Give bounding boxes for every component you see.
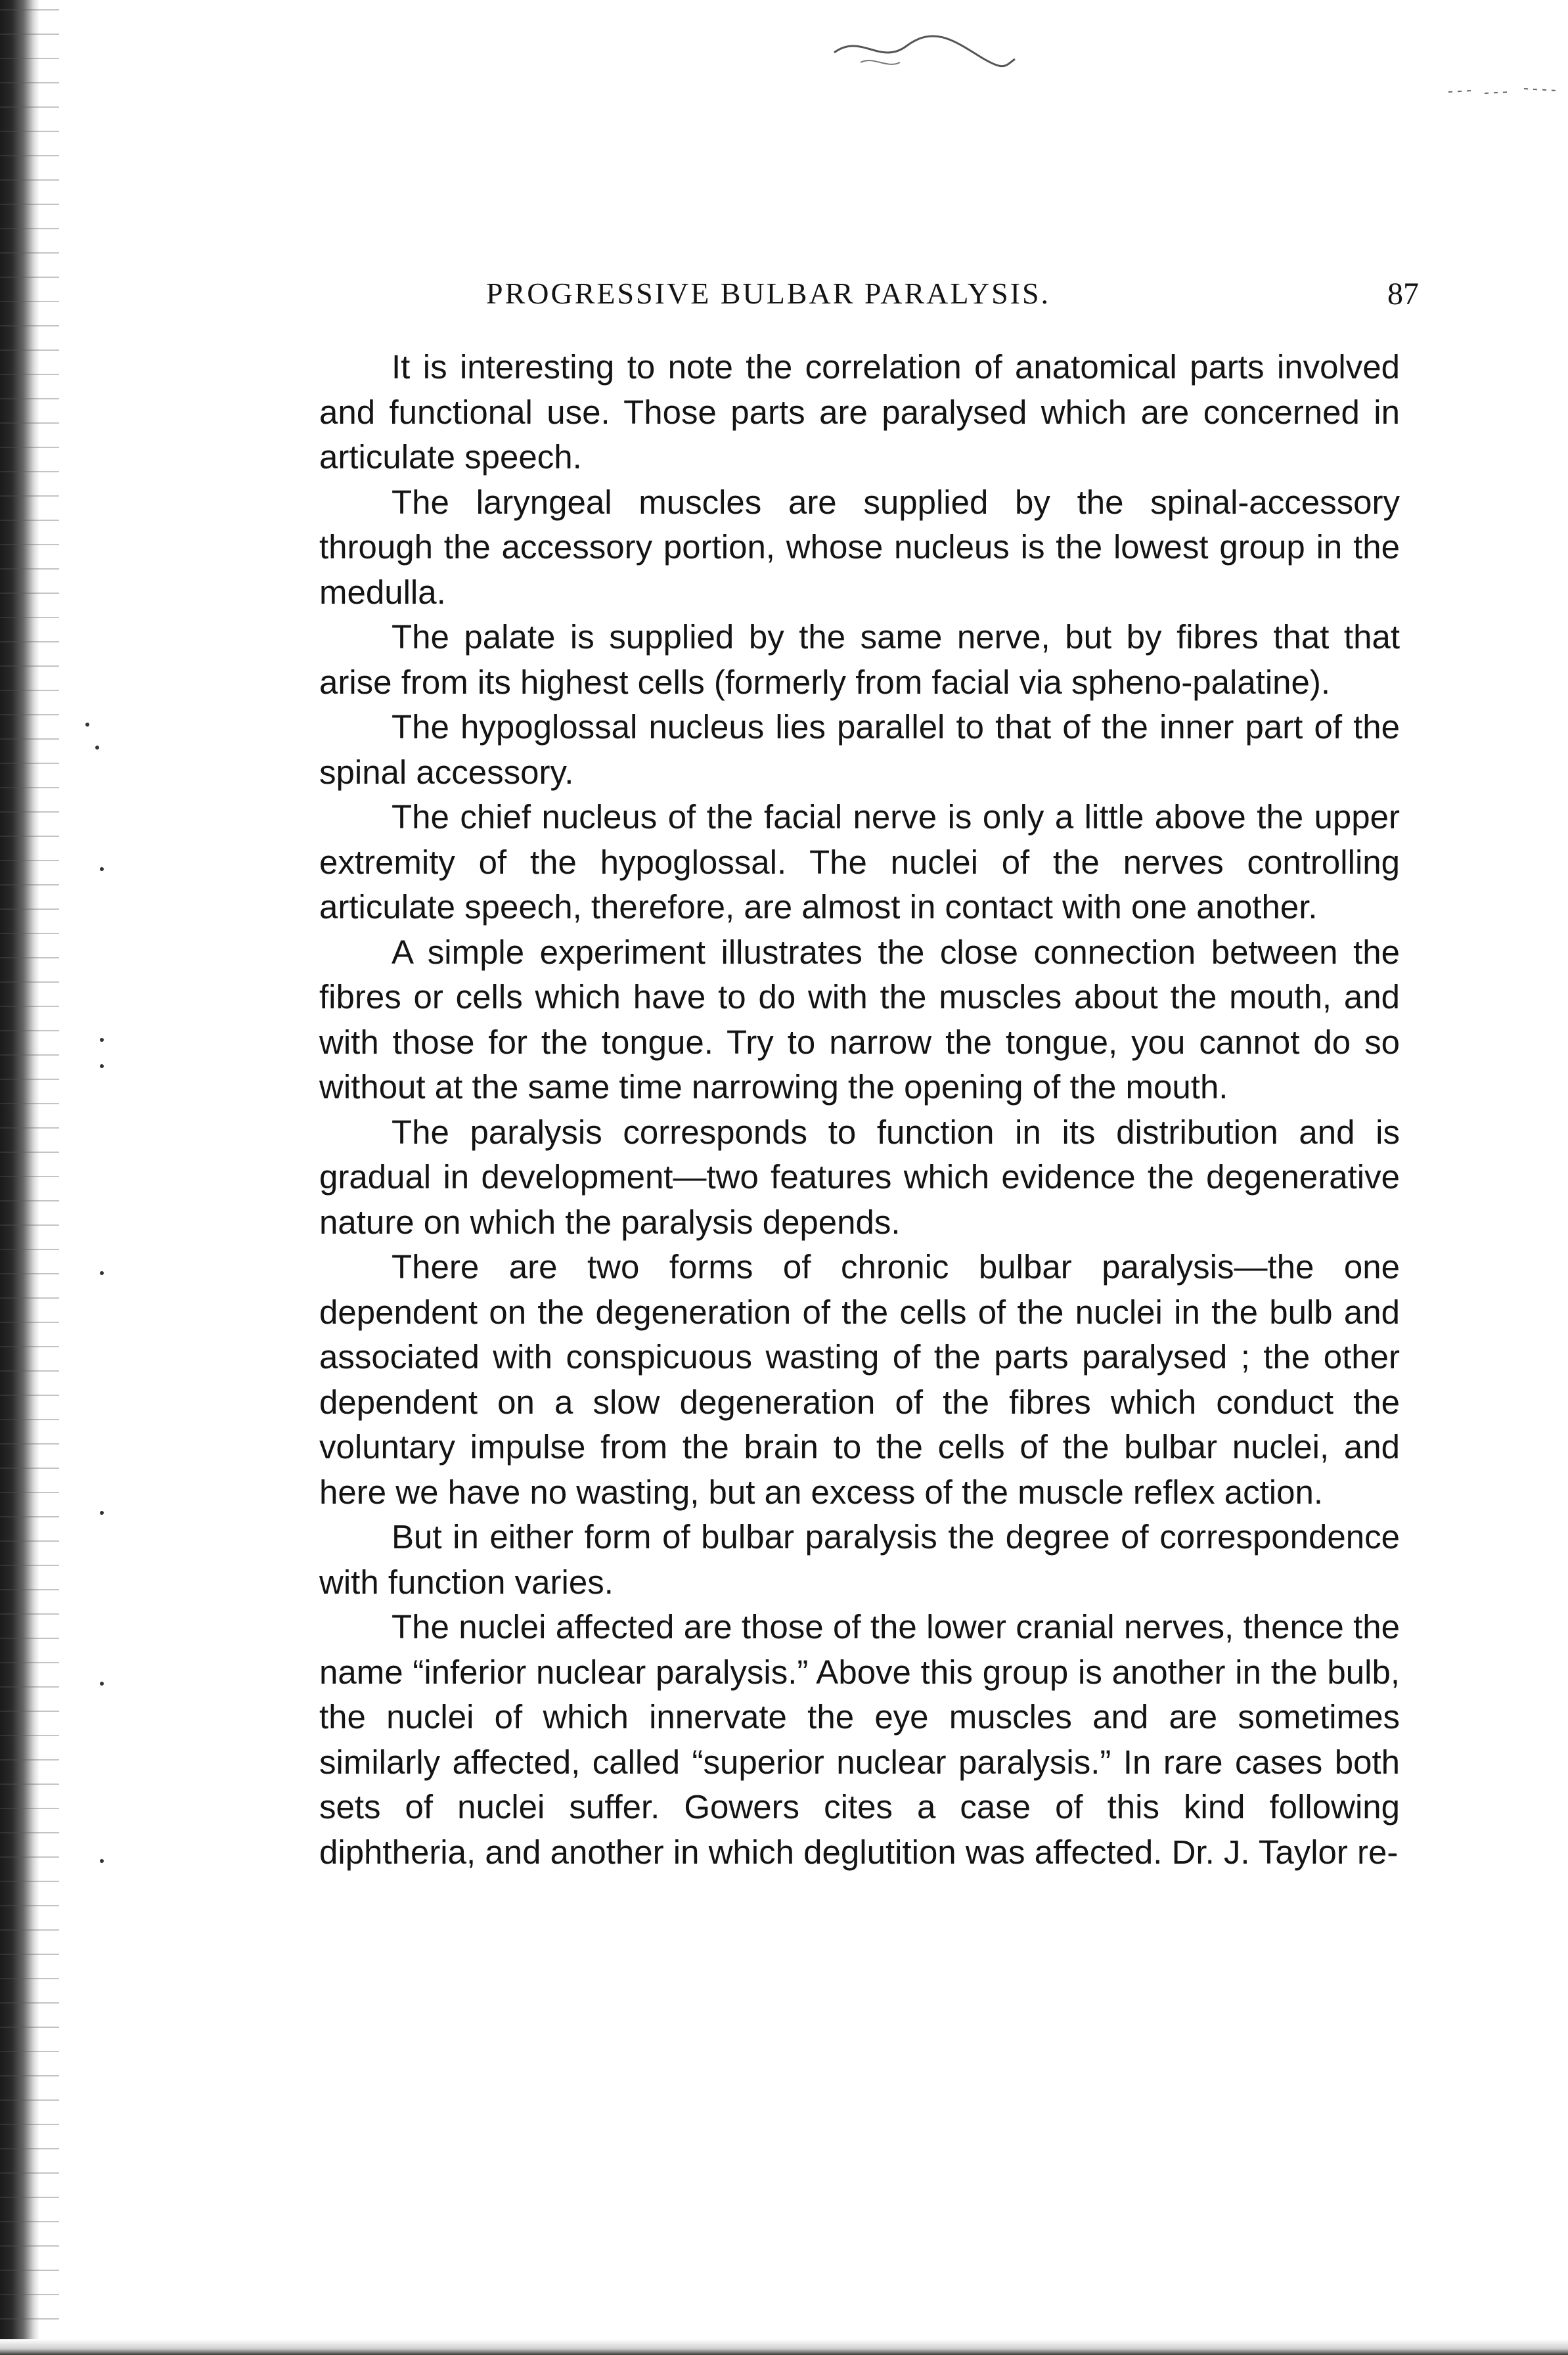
page-header (486, 276, 1419, 322)
body-text (319, 345, 1400, 1875)
ink-smudge-right (1445, 79, 1563, 105)
ink-smudge-top (821, 26, 1018, 72)
paragraph: The palate is supplied by the same nerve, but by fibres that that arise from its highest cells (formerly from facial via spheno-palatine). (319, 618, 1400, 701)
margin-specks (59, 0, 138, 2355)
paragraph: The paralysis corresponds to function in its distribution and is gradual in development—two features which evidence the degenerative nature on which the paralysis depends. (319, 1113, 1400, 1241)
paragraph: The hypoglossal nucleus lies parallel to that of the inner part of the spinal accessory. (319, 708, 1400, 791)
paragraph: It is interesting to note the correlation of anatomical parts involved and functional use. Those parts are paralysed which are concerned in articulate speech. (319, 348, 1400, 476)
page-number: 87 (1387, 277, 1419, 311)
paragraph: The nuclei affected are those of the lower cranial nerves, thence the name “inferior nuclear paralysis.” Above this group is another in the bulb, the nuclei of which innervate the eye muscles and are sometimes similarly affected, called “superior nuclear paralysis.” In rare cases both sets of nuclei suffer. Gowers cites a case of this kind following diphtheria, and another in which deglutition was affected. Dr. J. Taylor re- (319, 1608, 1400, 1871)
paragraph: But in either form of bulbar paralysis the degree of correspondence with function varies. (319, 1518, 1400, 1601)
paragraph: There are two forms of chronic bulbar paralysis—the one dependent on the degeneration of the cells of the nuclei in the bulb and associated with conspicuous wasting of the parts paralysed ; the other dependent on a slow degeneration of the fibres which conduct the voluntary impulse from the brain to the cells of the bulbar nuclei, and here we have no wasting, but an excess of the muscle reflex action. (319, 1248, 1400, 1511)
spine-speckle (0, 0, 59, 2355)
page-bottom-edge (0, 2339, 1568, 2355)
paragraph: The laryngeal muscles are supplied by the spinal-accessory through the accessory portion, whose nucleus is the lowest group in the medulla. (319, 483, 1400, 611)
paragraph: A simple experiment illustrates the close connection between the fibres or cells which have to do with the muscles about the mouth, and with those for the tongue. Try to narrow the tongue, you cannot do so without at the same time narrowing the opening of the mouth. (319, 933, 1400, 1106)
running-head: PROGRESSIVE BULBAR PARALYSIS. (486, 277, 1051, 310)
paragraph: The chief nucleus of the facial nerve is only a little above the upper extremity of the hypoglossal. The nuclei of the nerves controlling articulate speech, therefore, are almost in contact with one another. (319, 798, 1400, 926)
